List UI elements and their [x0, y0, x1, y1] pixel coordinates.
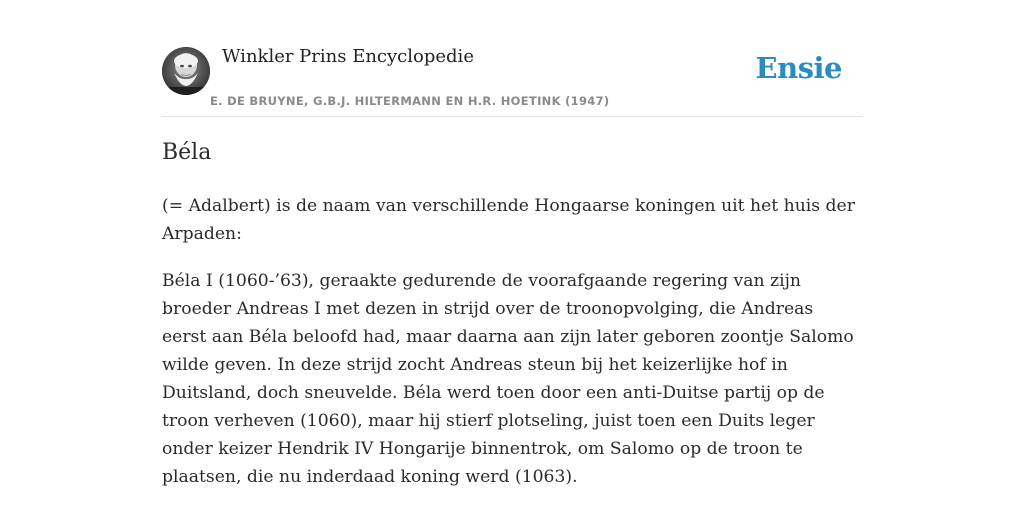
- ensie-logo[interactable]: Ensie: [755, 51, 842, 85]
- entry-paragraph: Béla I (1060-’63), geraakte gedurende de voorafgaande regering van zijn broeder Andreas I met dezen in strijd over de troonopvolging, die Andreas eerst aan Béla beloofd had, maar daarna aan zijn later geboren zoontje Salomo wilde geven. In deze strijd zocht Andreas steun bij het keizerlijke hof in Duitsland, doch sneuvelde. Béla werd toen door een anti-Duitse partij op de troon verheven (1060), maar hij stierf plotseling, juist toen een Duits leger onder keizer Hendrik IV Hongarije binnentrok, om Salomo op de troon te plaatsen, die nu inderdaad koning werd (1063).: [162, 271, 854, 487]
- authors-byline: E. DE BRUYNE, G.B.J. HILTERMANN EN H.R. HOETINK (1947): [210, 94, 610, 108]
- entry-paragraph: (= Adalbert) is de naam van verschillende Hongaarse koningen uit het huis der Arpaden:: [162, 196, 855, 244]
- source-header: [162, 0, 862, 117]
- entry-body: [162, 192, 862, 510]
- source-title[interactable]: Winkler Prins Encyclopedie: [222, 46, 474, 67]
- author-avatar: [162, 47, 210, 95]
- entry-title: Béla: [162, 140, 212, 165]
- document-page: [162, 0, 862, 512]
- portrait-icon: [162, 47, 210, 95]
